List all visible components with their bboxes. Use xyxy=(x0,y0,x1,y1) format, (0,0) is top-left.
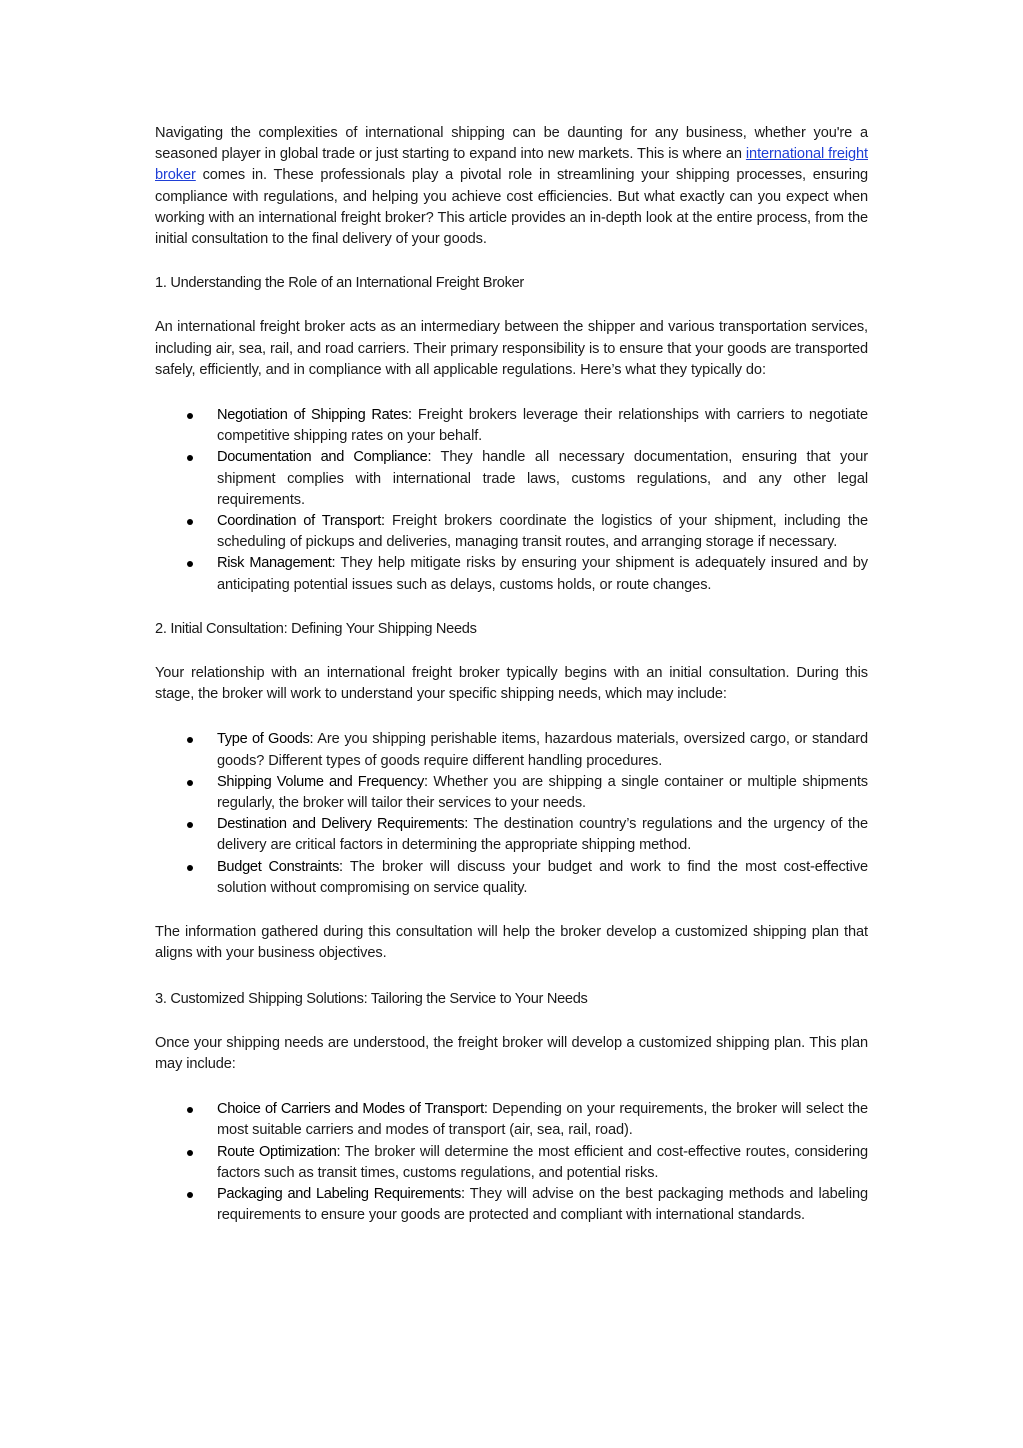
list-item xyxy=(155,772,868,814)
bullet-icon xyxy=(187,561,193,567)
section2-paragraph: Your relationship with an international freight broker typically begins with an initial consultation. During this stage, the broker will work to understand your specific shipping needs, which may include: xyxy=(155,665,868,703)
section2-heading: 2. Initial Consultation: Defining Your Shipping Needs xyxy=(155,620,477,637)
list-item-term: Negotiation of Shipping Rates: xyxy=(217,407,412,424)
list-item xyxy=(155,447,868,511)
list-item xyxy=(155,814,868,856)
section1-heading: 1. Understanding the Role of an International Freight Broker xyxy=(155,275,524,292)
list-item-text: They help mitigate risks by ensuring your shipment is adequately insured and by anticipating potential issues such as delays, customs holds, or route changes. xyxy=(217,555,868,593)
list-item xyxy=(155,857,868,899)
section1-paragraph: An international freight broker acts as an intermediary between the shipper and various transportation services, including air, sea, rail, and road carriers. Their primary responsibility is to ensure that your goods are transported safely, efficiently, and in compliance with all applicable regulations. Here’s what they typically do: xyxy=(155,319,868,378)
list-item-text: The destination country’s regulations and the urgency of the delivery are critical factors in determining the appropriate shipping method. xyxy=(217,816,868,854)
list-item-term: Route Optimization: xyxy=(217,1143,341,1160)
section3-paragraph: Once your shipping needs are understood, the freight broker will develop a customized shipping plan. This plan may include: xyxy=(155,1034,868,1072)
bullet-icon xyxy=(187,1150,193,1156)
section1-list xyxy=(155,405,868,596)
list-item-text: Are you shipping perishable items, hazardous materials, oversized cargo, or standard goods? Different types of goods require different handling procedures. xyxy=(217,731,868,769)
list-item-term: Choice of Carriers and Modes of Transport: xyxy=(217,1101,488,1118)
list-item-term: Coordination of Transport: xyxy=(217,513,385,530)
list-item-term: Documentation and Compliance: xyxy=(217,449,432,466)
intro-text-start: Navigating the complexities of international shipping can be daunting for any business, whether you're a seasoned player in global trade or just starting to expand into new markets. This is where an xyxy=(155,125,868,163)
list-item-text: Whether you are shipping a single container or multiple shipments regularly, the broker will tailor their services to your needs. xyxy=(217,773,868,812)
freight-broker-link[interactable]: international freight broker xyxy=(155,146,868,184)
section2-list xyxy=(155,729,868,899)
list-item xyxy=(155,553,868,595)
section3-heading: 3. Customized Shipping Solutions: Tailoring the Service to Your Needs xyxy=(155,990,588,1007)
section2-closing: The information gathered during this consultation will help the broker develop a customized shipping plan that aligns with your business objectives. xyxy=(155,924,868,962)
list-item xyxy=(155,1184,868,1226)
list-item-term: Packaging and Labeling Requirements: xyxy=(217,1185,465,1202)
list-item-text: Freight brokers coordinate the logistics of your shipment, including the scheduling of pickups and deliveries, managing transit routes, and arranging storage if necessary. xyxy=(217,513,868,551)
list-item xyxy=(155,405,868,447)
list-item xyxy=(155,511,868,553)
list-item xyxy=(155,1099,868,1141)
bullet-icon xyxy=(187,822,193,828)
list-item-term: Risk Management: xyxy=(217,555,336,572)
list-item-term: Type of Goods: xyxy=(217,731,314,748)
list-item-term: Budget Constraints: xyxy=(217,858,343,875)
bullet-icon xyxy=(187,737,193,743)
bullet-icon xyxy=(187,865,193,871)
list-item-term: Destination and Delivery Requirements: xyxy=(217,816,468,833)
list-item-text: The broker will discuss your budget and work to find the most cost-effective solution without compromising on service quality. xyxy=(217,858,868,896)
list-item-text: They will advise on the best packaging methods and labeling requirements to ensure your goods are protected and compliant with international standards. xyxy=(217,1185,868,1224)
list-item-text: Depending on your requirements, the broker will select the most suitable carriers and modes of transport (air, sea, rail, road). xyxy=(217,1101,868,1139)
bullet-icon xyxy=(187,455,193,461)
list-item xyxy=(155,1142,868,1184)
bullet-icon xyxy=(187,780,193,786)
bullet-icon xyxy=(187,1107,193,1113)
bullet-icon xyxy=(187,519,193,525)
intro-text-end: comes in. These professionals play a pivotal role in streamlining your shipping processes, ensuring compliance with regulations, and helping you achieve cost efficiencies. But what exactly can you expect when working with an international freight broker? This article provides an in-depth look at the entire process, from the initial consultation to the final delivery of your goods. xyxy=(155,167,868,248)
list-item-text: Freight brokers leverage their relationships with carriers to negotiate competitive shipping rates on your behalf. xyxy=(217,407,868,445)
list-item xyxy=(155,729,868,771)
bullet-icon xyxy=(187,1192,193,1198)
list-item-term: Shipping Volume and Frequency: xyxy=(217,773,428,790)
intro-paragraph xyxy=(155,123,868,250)
list-item-text: The broker will determine the most efficient and cost-effective routes, considering factors such as transit times, customs regulations, and potential risks. xyxy=(217,1143,868,1181)
section3-list xyxy=(155,1099,868,1226)
bullet-icon xyxy=(187,413,193,419)
list-item-text: They handle all necessary documentation, ensuring that your shipment complies with international trade laws, customs regulations, and any other legal requirements. xyxy=(217,449,869,508)
